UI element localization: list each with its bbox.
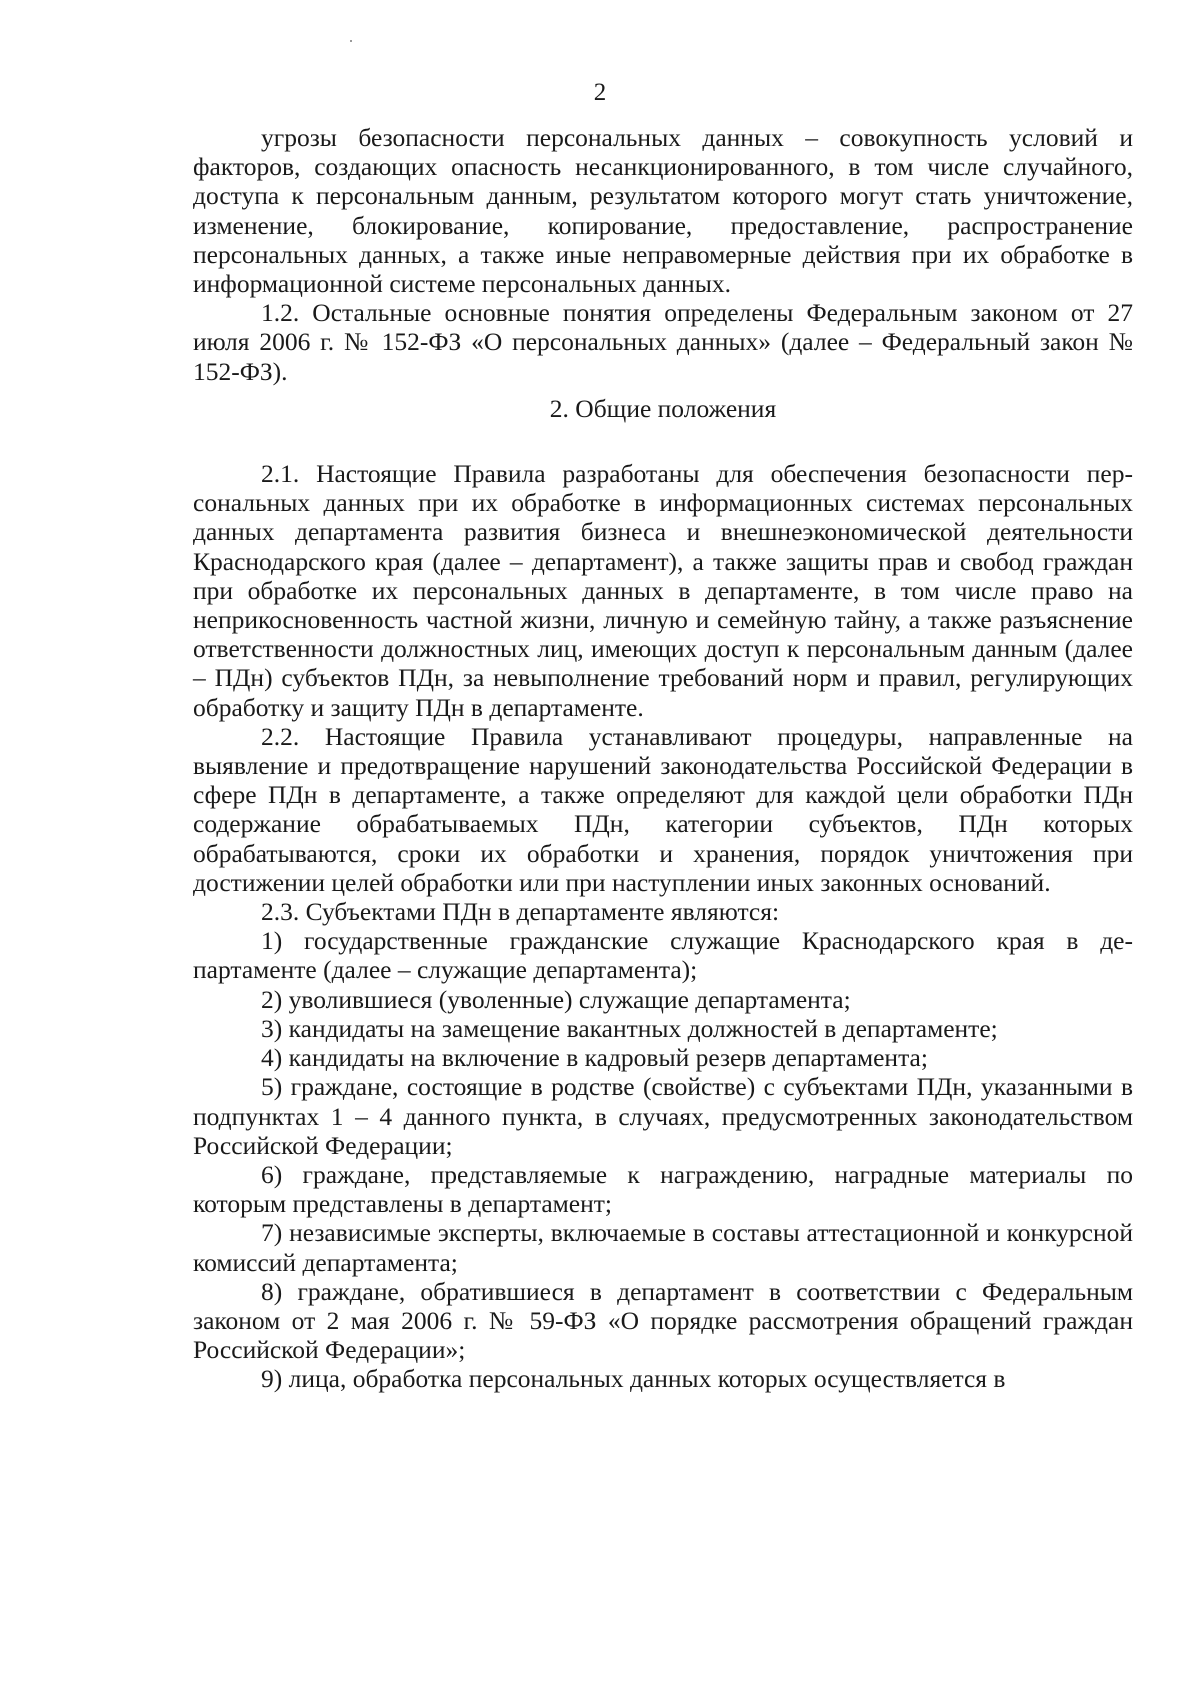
paragraph-1-2: 1.2. Остальные основные понятия определены Федеральным законом от 27 июля 2006 г. № 152-ФЗ «О персональных данных» (далее – Федеральный закон № 152-ФЗ).: [193, 298, 1133, 386]
list-item-6: 6) граждане, представляемые к награждению, наградные материалы по которым представлены в департамент;: [193, 1159, 1133, 1219]
list-item-3: 3) кандидаты на замещение вакантных должностей в департаменте;: [261, 1013, 998, 1043]
list-item-9: 9) лица, обработка персональных данных которых осуществляется в: [261, 1364, 1006, 1394]
paragraph-2-1: 2.1. Настоящие Правила разработаны для обеспечения безопасности персональных данных при их обработке в информационных системах персональных данных департамента развития бизнеса и внешнеэкономической деятельности Краснодарского края (далее – департамент), а также защиты прав и свобод граждан при обработке их персональных данных в департаменте, в том числе право на неприкосновенность частной жизни, личную и семейную тайну, а также разъяснение ответственности должностных лиц, имеющих доступ к персональным данным (далее – ПДн) субъектов ПДн, за невыполнение требований норм и правил, регулирующих обработку и защиту ПДн в департаменте.: [193, 459, 1133, 722]
document-body: [193, 123, 1133, 1394]
paragraph-2-2: 2.2. Настоящие Правила устанавливают процедуры, направленные на выявление и предотвращение нарушений законодательства Российской Федерации в сфере ПДн в департаменте, а также определяют для каждой цели обработки ПДн содержание обрабатываемых ПДн, категории субъектов, ПДн которых обрабатываются, сроки их обработки и хранения, порядок уничтожения при достижении целей обработки или при наступлении иных законных оснований.: [193, 721, 1133, 897]
list-item-2: 2) уволившиеся (уволенные) служащие департамента;: [261, 984, 851, 1014]
paragraph-2-3: 2.3. Субъектами ПДн в департаменте являются:: [261, 897, 780, 927]
list-item-5: 5) граждане, состоящие в родстве (свойстве) с субъектами ПДн, указанными в подпунктах 1 – 4 данного пункта, в случаях, предусмотренных законодательством Российской Федерации;: [193, 1072, 1133, 1160]
section-heading: 2. Общие положения: [549, 393, 777, 423]
list-item-4: 4) кандидаты на включение в кадровый резерв департамента;: [261, 1043, 928, 1073]
list-item-1: 1) государственные гражданские служащие Краснодарского края в департаменте (далее – служащие департамента);: [193, 926, 1133, 985]
page-number: 2: [593, 79, 607, 106]
paragraph-threats-definition: угрозы безопасности персональных данных – совокупность условий и факторов, создающих опасность несанкционированного, в том числе случайного, доступа к персональным данным, результатом которого могут стать уничтожение, изменение, блокирование, копирование, предоставление, распространение персональных данных, а также иные неправомерные действия при их обработке в информационной системе персональных данных.: [193, 123, 1133, 299]
list-item-7: 7) независимые эксперты, включаемые в составы аттестационной и конкурсной комиссий департамента;: [193, 1218, 1133, 1277]
list-item-8: 8) граждане, обратившиеся в департамент в соответствии с Федеральным законом от 2 мая 2006 г. № 59-ФЗ «О порядке рассмотрения обращений граждан Российской Федерации»;: [193, 1276, 1133, 1365]
scan-speck: [350, 40, 352, 42]
